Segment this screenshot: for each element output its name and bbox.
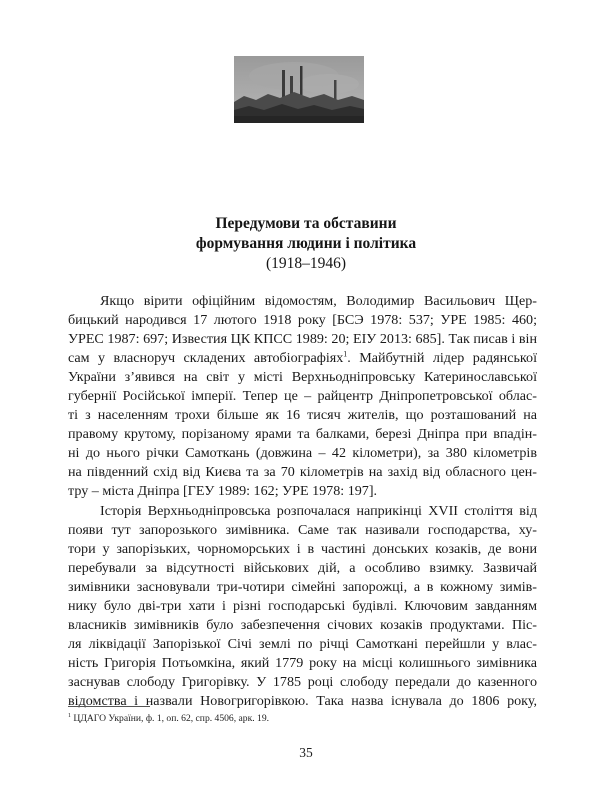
text-line: ля ліквідації Запорізької Січі землі по річці Самоткані перейшли у влас- xyxy=(68,635,537,652)
footnote-divider xyxy=(68,706,150,707)
text-line: ні до нього річки Самоткань (довжина – 42 кілометри), за 380 кілометрів xyxy=(68,445,537,462)
title-line-2: формування людини і політика xyxy=(195,235,417,252)
text-line: зимівники засновували три-чотири сімейні запорожці, а в кожному зимів- xyxy=(68,578,537,595)
text-line: правому крутому, порізаному ярами та балками, березі Дніпра при впадін- xyxy=(68,426,537,443)
text-line: на південний схід від Києва та за 70 кілометрів на захід від обласного цен- xyxy=(68,464,537,481)
text-line: тру – міста Дніпра [ГЕУ 1989: 162; УРЕ 1978: 197]. xyxy=(68,483,378,500)
footnote-marker: 1 xyxy=(343,349,348,359)
text-line: УРЕС 1987: 697; Известия ЦК КПСС 1989: 20; ЕІУ 2013: 685]. Так писав і він xyxy=(68,331,537,348)
text-line: тори у запорізьких, чорноморських і в частині донських козаків, де вони xyxy=(68,540,537,557)
text-line: нику було дві-три хати і різні господарські будівлі. Ключовим завданням xyxy=(68,597,537,614)
text-line: власників зимівників було забезпечення січових козаків продуктами. Піс- xyxy=(68,616,537,633)
text-line: ність Григорія Потьомкіна, який 1779 року на місці колишнього зимівника xyxy=(68,654,537,671)
text-line: перебували за відсутності військових дій, а особливо взимку. Зазвичай xyxy=(68,559,537,576)
text-line: Історія Верхньодніпровська розпочалася наприкінці XVII століття від xyxy=(100,502,537,519)
footnote xyxy=(68,713,269,725)
industrial-smokestacks-photo-icon xyxy=(234,56,364,123)
text-line: ті з населенням трохи більше як 16 тисяч жителів, що розташований на xyxy=(68,407,537,424)
text-segment: сам у власноруч складених автобіографіях xyxy=(68,350,344,367)
text-line: губернії Російської імперії. Тепер це – райцентр Дніпропетровської облас- xyxy=(68,388,537,405)
chapter-title xyxy=(0,214,612,274)
text-line-with-footnote xyxy=(68,349,537,368)
title-line-3: (1918–1946) xyxy=(265,255,347,272)
text-line: України з’явився на світ у місті Верхньодніпровську Катеринославської xyxy=(68,369,537,386)
text-line: бицький народився 17 лютого 1918 року [БСЭ 1978: 537; УРЕ 1985: 460; xyxy=(68,312,537,329)
footnote-number: 1 xyxy=(68,712,71,719)
page-number: 35 xyxy=(299,745,313,760)
body-text xyxy=(68,292,537,711)
header-photo xyxy=(234,56,364,123)
footnote-text: ЦДАГО України, ф. 1, оп. 62, спр. 4506, арк. 19. xyxy=(71,713,270,724)
paragraph-2 xyxy=(68,502,537,712)
text-line: Якщо вірити офіційним відомостям, Володимир Васильович Щер- xyxy=(100,293,537,309)
text-segment: . Майбутній лідер радянської xyxy=(347,350,537,367)
text-line: появи тут запорозького зимівника. Саме так називали господарства, ху- xyxy=(68,521,537,538)
title-line-1: Передумови та обставини xyxy=(215,215,397,232)
paragraph-1 xyxy=(68,292,537,502)
text-line: відомства і назвали Новогригорівкою. Така назва існувала до 1806 року, xyxy=(68,692,537,709)
text-line: заснував слободу Григорівку. У 1785 році слободу передали до казенного xyxy=(68,673,537,690)
